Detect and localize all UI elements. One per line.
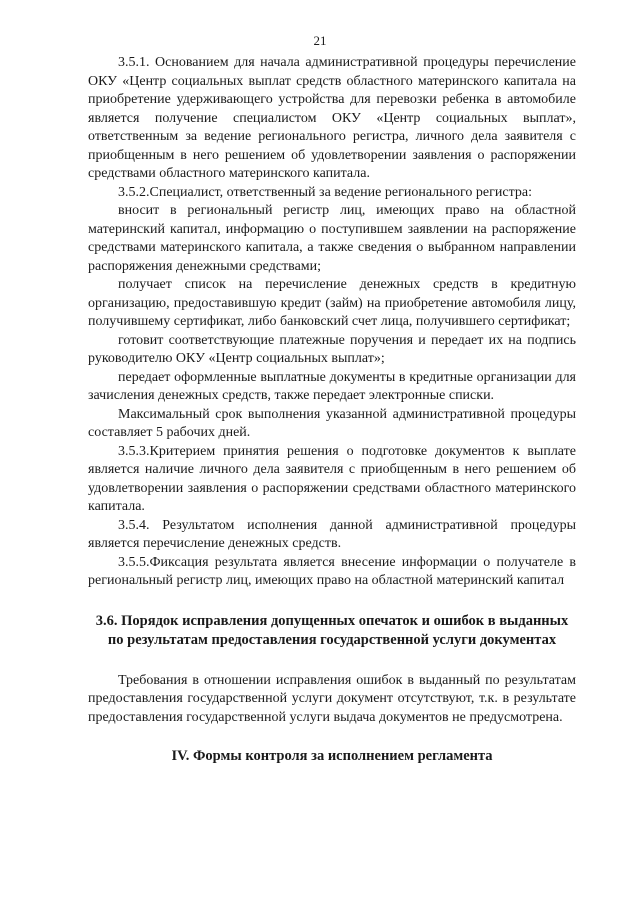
page-number: 21 <box>313 33 327 48</box>
paragraph-payment-orders: готовит соответствующие платежные поручения и передает их на подпись руководителю ОКУ «Центр социальных выплат»; <box>88 332 576 366</box>
section-3-6-heading: 3.6. Порядок исправления допущенных опечаток и ошибок в выданных по результатам предоставления государственной услуги документах <box>95 612 569 648</box>
page-content <box>88 54 576 766</box>
section-3-6-body: Требования в отношении исправления ошибок в выданный по результатам предоставления государственной услуги документ отсутствуют, т.к. в результате предоставления государственной услуги выдача документов не предусмотрена. <box>88 672 576 725</box>
paragraph-transfer-documents: передает оформленные выплатные документы в кредитные организации для зачисления денежных средств, также передает электронные списки. <box>88 369 576 403</box>
paragraph-3-5-1: 3.5.1. Основанием для начала административной процедуры перечисление ОКУ «Центр социальных выплат средств областного материнского капитала на приобретение удерживающего устройства для перевозки ребенка в автомобиле является получение специалистом ОКУ «Центр социальных выплат», ответственным за ведение регионального регистра, личного дела заявителя с приобщенным в него решением об удовлетворении заявления о распоряжении средствами областного материнского капитала. <box>88 55 576 181</box>
paragraph-max-duration: Максимальный срок выполнения указанной административной процедуры составляет 5 рабочих дней. <box>88 406 576 440</box>
paragraph-transfer-list: получает список на перечисление денежных средств в кредитную организацию, предоставившую кредит (займ) на приобретение автомобиля лицу, получившему сертификат, либо банковский счет лица, получившего сертификат; <box>88 277 576 329</box>
section-iv-heading: IV. Формы контроля за исполнением регламента <box>171 748 493 764</box>
paragraph-3-5-4: 3.5.4. Результатом исполнения данной административной процедуры является перечисление денежных средств. <box>88 517 576 551</box>
paragraph-3-5-5: 3.5.5.Фиксация результата является внесение информации о получателе в региональный регистр лиц, имеющих право на областной материнский капитал <box>88 554 576 588</box>
paragraph-registry-entry: вносит в региональный регистр лиц, имеющих право на областной материнский капитал, информацию о поступившем заявлении на распоряжение средствами материнского капитала, а также сведения о выбранном направлении распоряжения денежными средствами; <box>88 203 576 274</box>
paragraph-3-5-2: 3.5.2.Специалист, ответственный за ведение регионального регистра: <box>118 184 532 200</box>
paragraph-3-5-3: 3.5.3.Критерием принятия решения о подготовке документов к выплате является наличие личного дела заявителя с приобщенным в него решением об удовлетворении заявления о распоряжении средствами областного материнского капитала. <box>88 443 576 514</box>
